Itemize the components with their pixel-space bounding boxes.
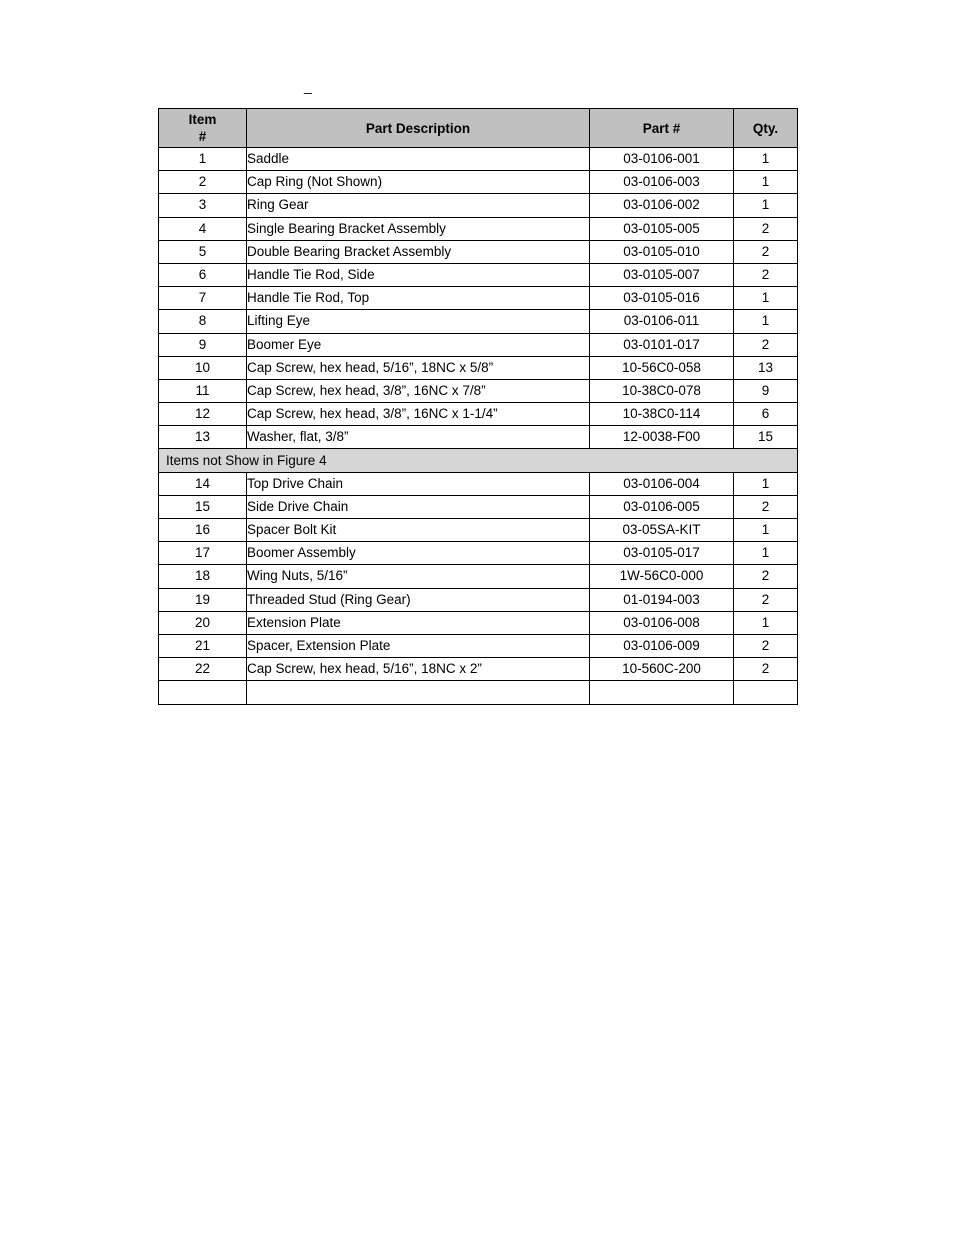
quantity-cell: 2 <box>734 263 798 286</box>
quantity-cell: 2 <box>734 658 798 681</box>
part-number-cell: 03-0105-016 <box>590 287 734 310</box>
table-row <box>159 634 798 657</box>
heading-underscore: _ <box>304 78 312 94</box>
quantity-cell: 1 <box>734 472 798 495</box>
item-number-cell: 17 <box>159 542 247 565</box>
part-description-cell: Saddle <box>247 148 590 171</box>
quantity-cell: 1 <box>734 171 798 194</box>
table-row <box>159 240 798 263</box>
item-number-cell: 10 <box>159 356 247 379</box>
part-number-cell: 01-0194-003 <box>590 588 734 611</box>
part-description-cell: Washer, flat, 3/8” <box>247 426 590 449</box>
table-row <box>159 681 798 704</box>
part-description-cell: Cap Screw, hex head, 3/8”, 16NC x 1-1/4” <box>247 403 590 426</box>
item-number-cell: 5 <box>159 240 247 263</box>
table-row <box>159 217 798 240</box>
part-number-cell: 03-0105-017 <box>590 542 734 565</box>
part-number-cell: 03-0106-011 <box>590 310 734 333</box>
table-row <box>159 148 798 171</box>
part-description-cell: Boomer Eye <box>247 333 590 356</box>
item-number-cell: 22 <box>159 658 247 681</box>
table-header-row <box>159 109 798 148</box>
part-description-cell: Single Bearing Bracket Assembly <box>247 217 590 240</box>
quantity-cell: 1 <box>734 542 798 565</box>
part-number-cell: 10-38C0-078 <box>590 379 734 402</box>
part-description-cell: Extension Plate <box>247 611 590 634</box>
quantity-cell: 2 <box>734 240 798 263</box>
quantity-cell: 9 <box>734 379 798 402</box>
part-description-cell: Cap Screw, hex head, 3/8”, 16NC x 7/8” <box>247 379 590 402</box>
part-number-cell: 03-0106-001 <box>590 148 734 171</box>
table-row <box>159 565 798 588</box>
part-number-cell: 03-0105-010 <box>590 240 734 263</box>
quantity-cell: 1 <box>734 310 798 333</box>
quantity-cell: 13 <box>734 356 798 379</box>
header-part-number: Part # <box>590 109 734 148</box>
part-description-cell <box>247 681 590 704</box>
quantity-cell: 1 <box>734 611 798 634</box>
extra-parts-body <box>159 472 798 704</box>
item-number-cell: 11 <box>159 379 247 402</box>
table-row <box>159 310 798 333</box>
section-label: Items not Show in Figure 4 <box>159 449 798 472</box>
quantity-cell: 2 <box>734 217 798 240</box>
part-description-cell: Threaded Stud (Ring Gear) <box>247 588 590 611</box>
item-number-cell: 16 <box>159 519 247 542</box>
part-description-cell: Handle Tie Rod, Side <box>247 263 590 286</box>
item-number-cell: 6 <box>159 263 247 286</box>
part-description-cell: Spacer Bolt Kit <box>247 519 590 542</box>
part-number-cell: 03-0105-005 <box>590 217 734 240</box>
quantity-cell <box>734 681 798 704</box>
table-row <box>159 542 798 565</box>
quantity-cell: 1 <box>734 148 798 171</box>
item-number-cell: 20 <box>159 611 247 634</box>
table-row <box>159 171 798 194</box>
item-number-cell: 21 <box>159 634 247 657</box>
quantity-cell: 15 <box>734 426 798 449</box>
part-number-cell: 10-38C0-114 <box>590 403 734 426</box>
part-description-cell: Top Drive Chain <box>247 472 590 495</box>
part-number-cell: 03-05SA-KIT <box>590 519 734 542</box>
item-number-cell: 9 <box>159 333 247 356</box>
quantity-cell: 2 <box>734 333 798 356</box>
quantity-cell: 2 <box>734 495 798 518</box>
item-number-cell: 1 <box>159 148 247 171</box>
part-description-cell: Lifting Eye <box>247 310 590 333</box>
quantity-cell: 2 <box>734 634 798 657</box>
table-row <box>159 426 798 449</box>
item-number-cell: 15 <box>159 495 247 518</box>
part-number-cell: 03-0106-004 <box>590 472 734 495</box>
item-number-cell: 2 <box>159 171 247 194</box>
table-row <box>159 403 798 426</box>
part-description-cell: Cap Screw, hex head, 5/16”, 18NC x 5/8” <box>247 356 590 379</box>
table-row <box>159 658 798 681</box>
part-description-cell: Handle Tie Rod, Top <box>247 287 590 310</box>
part-number-cell: 03-0105-007 <box>590 263 734 286</box>
part-number-cell: 03-0101-017 <box>590 333 734 356</box>
item-number-cell: 3 <box>159 194 247 217</box>
item-number-cell: 12 <box>159 403 247 426</box>
header-part-description: Part Description <box>247 109 590 148</box>
section-body <box>159 449 798 472</box>
table-row <box>159 611 798 634</box>
table-row <box>159 194 798 217</box>
part-number-cell: 03-0106-003 <box>590 171 734 194</box>
part-description-cell: Ring Gear <box>247 194 590 217</box>
item-number-cell: 18 <box>159 565 247 588</box>
table-row <box>159 356 798 379</box>
table-row <box>159 287 798 310</box>
header-item-label: Item # <box>188 112 217 144</box>
part-description-cell: Wing Nuts, 5/16” <box>247 565 590 588</box>
table-row <box>159 588 798 611</box>
header-quantity: Qty. <box>734 109 798 148</box>
part-number-cell: 03-0106-005 <box>590 495 734 518</box>
table-row <box>159 519 798 542</box>
item-number-cell: 8 <box>159 310 247 333</box>
header-item-number <box>159 109 247 148</box>
part-number-cell: 1W-56C0-000 <box>590 565 734 588</box>
table-row <box>159 495 798 518</box>
part-number-cell: 12-0038-F00 <box>590 426 734 449</box>
item-number-cell: 7 <box>159 287 247 310</box>
quantity-cell: 2 <box>734 588 798 611</box>
part-description-cell: Double Bearing Bracket Assembly <box>247 240 590 263</box>
item-number-cell: 13 <box>159 426 247 449</box>
table-row <box>159 379 798 402</box>
part-description-cell: Boomer Assembly <box>247 542 590 565</box>
table-row <box>159 263 798 286</box>
quantity-cell: 1 <box>734 287 798 310</box>
part-description-cell: Spacer, Extension Plate <box>247 634 590 657</box>
item-number-cell: 4 <box>159 217 247 240</box>
quantity-cell: 1 <box>734 194 798 217</box>
part-description-cell: Cap Ring (Not Shown) <box>247 171 590 194</box>
table-row <box>159 472 798 495</box>
part-number-cell: 03-0106-009 <box>590 634 734 657</box>
quantity-cell: 2 <box>734 565 798 588</box>
section-row <box>159 449 798 472</box>
table-row <box>159 333 798 356</box>
part-number-cell: 03-0106-008 <box>590 611 734 634</box>
part-number-cell: 03-0106-002 <box>590 194 734 217</box>
main-parts-body <box>159 148 798 449</box>
item-number-cell: 19 <box>159 588 247 611</box>
part-number-cell: 10-56C0-058 <box>590 356 734 379</box>
item-number-cell: 14 <box>159 472 247 495</box>
parts-list-table <box>158 108 798 705</box>
part-description-cell: Side Drive Chain <box>247 495 590 518</box>
quantity-cell: 1 <box>734 519 798 542</box>
part-number-cell: 10-560C-200 <box>590 658 734 681</box>
part-description-cell: Cap Screw, hex head, 5/16”, 18NC x 2” <box>247 658 590 681</box>
part-number-cell <box>590 681 734 704</box>
quantity-cell: 6 <box>734 403 798 426</box>
item-number-cell <box>159 681 247 704</box>
